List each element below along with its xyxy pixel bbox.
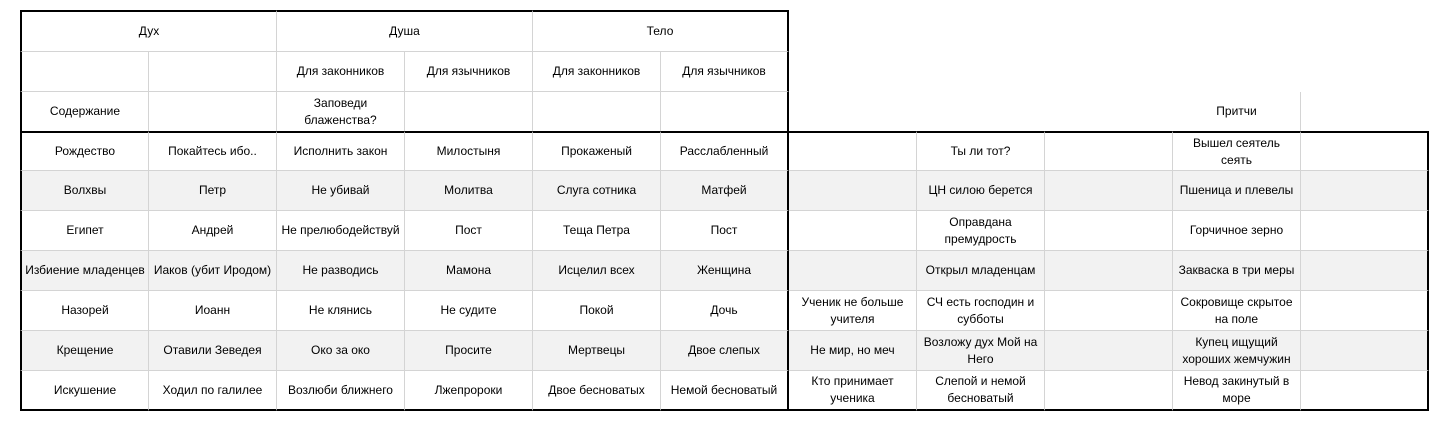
table-cell[interactable]: Назорей bbox=[20, 291, 149, 331]
table-cell[interactable]: Ты ли тот? bbox=[917, 131, 1045, 171]
table-cell[interactable] bbox=[1045, 291, 1173, 331]
table-cell[interactable] bbox=[1045, 251, 1173, 291]
table-cell[interactable]: Не прелюбодействуй bbox=[277, 211, 405, 251]
table-cell[interactable]: Не разводись bbox=[277, 251, 405, 291]
cell-empty[interactable] bbox=[149, 92, 277, 132]
table-cell[interactable]: Покой bbox=[533, 291, 661, 331]
table-cell[interactable]: Не судите bbox=[405, 291, 533, 331]
table-cell[interactable]: Дочь bbox=[661, 291, 789, 331]
table-cell[interactable]: Не клянись bbox=[277, 291, 405, 331]
table-cell[interactable]: Египет bbox=[20, 211, 149, 251]
table-cell[interactable] bbox=[1301, 251, 1429, 291]
cell-empty[interactable] bbox=[533, 92, 661, 132]
header-soul-lawyers[interactable]: Для законников bbox=[277, 52, 405, 92]
header-body-lawyers[interactable]: Для законников bbox=[533, 52, 661, 92]
table-cell[interactable]: Рождество bbox=[20, 131, 149, 171]
table-cell[interactable]: Закваска в три меры bbox=[1173, 251, 1301, 291]
table-cell[interactable] bbox=[1301, 171, 1429, 211]
table-cell[interactable] bbox=[1045, 371, 1173, 411]
table-cell[interactable] bbox=[1301, 131, 1429, 171]
table-cell[interactable]: Немой бесноватый bbox=[661, 371, 789, 411]
table-cell[interactable]: Волхвы bbox=[20, 171, 149, 211]
table-cell[interactable] bbox=[1301, 211, 1429, 251]
table-cell[interactable]: Избиение младенцев bbox=[20, 251, 149, 291]
header-soul[interactable]: Душа bbox=[277, 10, 533, 52]
table-cell[interactable]: Молитва bbox=[405, 171, 533, 211]
table-cell[interactable]: Милостыня bbox=[405, 131, 533, 171]
header-parables[interactable]: Притчи bbox=[1173, 92, 1301, 132]
table-cell[interactable] bbox=[789, 251, 917, 291]
table-cell[interactable]: Горчичное зерно bbox=[1173, 211, 1301, 251]
table-cell[interactable] bbox=[1301, 291, 1429, 331]
table-cell[interactable] bbox=[789, 131, 917, 171]
gridline-vertical bbox=[1429, 0, 1430, 425]
table-cell[interactable]: Теща Петра bbox=[533, 211, 661, 251]
table-cell[interactable]: Исполнить закон bbox=[277, 131, 405, 171]
cell-empty[interactable] bbox=[405, 92, 533, 132]
table-cell[interactable]: Оправдана премудрость bbox=[917, 211, 1045, 251]
table-cell[interactable]: Слепой и немой бесноватый bbox=[917, 371, 1045, 411]
table-cell[interactable]: СЧ есть господин и субботы bbox=[917, 291, 1045, 331]
table-cell[interactable] bbox=[1045, 131, 1173, 171]
table-cell[interactable] bbox=[1045, 171, 1173, 211]
table-cell[interactable]: Око за око bbox=[277, 331, 405, 371]
table-cell[interactable]: Возложу дух Мой на Него bbox=[917, 331, 1045, 371]
table-cell[interactable]: Иоанн bbox=[149, 291, 277, 331]
cell-empty[interactable] bbox=[661, 92, 789, 132]
table-cell[interactable]: Возлюби ближнего bbox=[277, 371, 405, 411]
table-cell[interactable] bbox=[1045, 211, 1173, 251]
table-cell[interactable]: Вышел сеятель сеять bbox=[1173, 131, 1301, 171]
table-cell[interactable]: Лжепророки bbox=[405, 371, 533, 411]
table-cell[interactable]: Мамона bbox=[405, 251, 533, 291]
header-beatitudes[interactable]: Заповеди блаженства? bbox=[277, 92, 405, 132]
header-body[interactable]: Тело bbox=[533, 10, 789, 52]
table-cell[interactable] bbox=[1301, 371, 1429, 411]
table-cell[interactable]: Прокаженый bbox=[533, 131, 661, 171]
table-cell[interactable]: Кто принимает ученика bbox=[789, 371, 917, 411]
table-cell[interactable]: Двое слепых bbox=[661, 331, 789, 371]
table-cell[interactable]: Исцелил всех bbox=[533, 251, 661, 291]
table-cell[interactable]: Женщина bbox=[661, 251, 789, 291]
table-cell[interactable]: Пост bbox=[661, 211, 789, 251]
table-cell[interactable]: Ходил по галилее bbox=[149, 371, 277, 411]
table-cell[interactable] bbox=[789, 211, 917, 251]
table-cell[interactable] bbox=[789, 171, 917, 211]
table-cell[interactable]: Сокровище скрытое на поле bbox=[1173, 291, 1301, 331]
table-cell[interactable]: Расслабленный bbox=[661, 131, 789, 171]
table-cell[interactable]: Отавили Зеведея bbox=[149, 331, 277, 371]
header-spirit[interactable]: Дух bbox=[20, 10, 277, 52]
table-cell[interactable] bbox=[1301, 331, 1429, 371]
table-cell[interactable]: Пост bbox=[405, 211, 533, 251]
table-cell[interactable]: Петр bbox=[149, 171, 277, 211]
table-cell[interactable]: Просите bbox=[405, 331, 533, 371]
table-cell[interactable]: Невод закинутый в море bbox=[1173, 371, 1301, 411]
table-cell[interactable]: Открыл младенцам bbox=[917, 251, 1045, 291]
table-cell[interactable]: Матфей bbox=[661, 171, 789, 211]
table-cell[interactable]: Мертвецы bbox=[533, 331, 661, 371]
table-cell[interactable]: Искушение bbox=[20, 371, 149, 411]
table-cell[interactable]: Купец ищущий хороших жемчужин bbox=[1173, 331, 1301, 371]
table-cell[interactable]: Не убивай bbox=[277, 171, 405, 211]
table-cell[interactable]: Не мир, но меч bbox=[789, 331, 917, 371]
cell-empty[interactable] bbox=[149, 52, 277, 92]
header-content[interactable]: Содержание bbox=[20, 92, 149, 132]
table-cell[interactable] bbox=[1045, 331, 1173, 371]
table-cell[interactable]: Иаков (убит Иродом) bbox=[149, 251, 277, 291]
header-soul-gentiles[interactable]: Для язычников bbox=[405, 52, 533, 92]
table-cell[interactable]: Ученик не больше учителя bbox=[789, 291, 917, 331]
table-cell[interactable]: Слуга сотника bbox=[533, 171, 661, 211]
cell-empty[interactable] bbox=[20, 52, 149, 92]
table-cell[interactable]: Двое бесноватых bbox=[533, 371, 661, 411]
table-cell[interactable]: ЦН силою берется bbox=[917, 171, 1045, 211]
header-body-gentiles[interactable]: Для язычников bbox=[661, 52, 789, 92]
table-cell[interactable]: Крещение bbox=[20, 331, 149, 371]
table-cell[interactable]: Покайтесь ибо.. bbox=[149, 131, 277, 171]
gridline-horizontal bbox=[0, 411, 1447, 412]
table-cell[interactable]: Пшеница и плевелы bbox=[1173, 171, 1301, 211]
table-cell[interactable]: Андрей bbox=[149, 211, 277, 251]
